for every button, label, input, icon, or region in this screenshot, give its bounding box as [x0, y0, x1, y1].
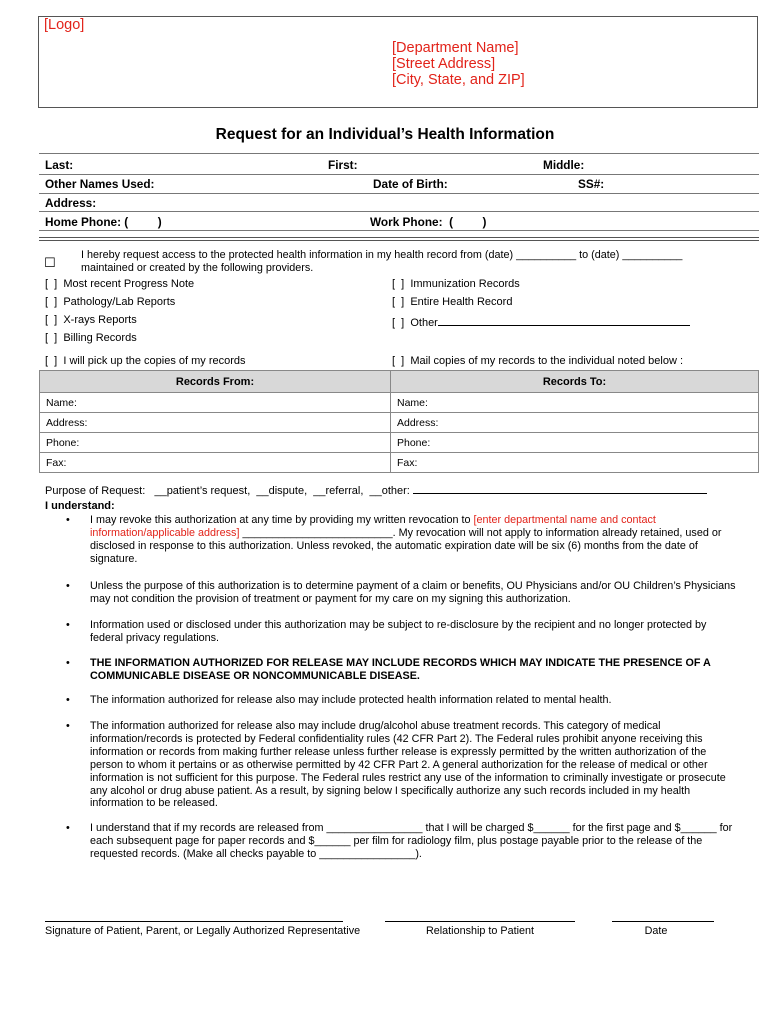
logo-placeholder: [Logo]	[44, 17, 85, 33]
revoke-text-cont: _________________________. My revocation will not apply to information already retained, used or disclosed in response to this authorization. Unless revoked, the automatic expiration date will be six (6) months from the date of signature.	[90, 526, 722, 565]
address-label: Address:	[45, 196, 97, 210]
signature-label: Signature of Patient, Parent, or Legally Authorized Representative	[45, 925, 361, 937]
option-immunization[interactable]: [ ] Immunization Records	[392, 278, 520, 290]
records-to-header: Records To:	[391, 371, 759, 393]
double-divider	[39, 237, 759, 241]
understand-item-revoke	[90, 514, 740, 566]
from-name-field[interactable]: Name:	[40, 393, 391, 413]
request-statement: I hereby request access to the protected health information in my health record from (date) __________ to (date) __________	[81, 249, 683, 261]
option-pathology[interactable]: [ ] Pathology/Lab Reports	[45, 296, 176, 308]
bullet-icon: •	[66, 619, 70, 631]
option-mail[interactable]: [ ] Mail copies of my records to the individual noted below :	[392, 355, 684, 367]
option-billing[interactable]: [ ] Billing Records	[45, 332, 137, 344]
bullet-icon: •	[66, 822, 70, 834]
divider	[39, 193, 759, 194]
request-statement-cont: maintained or created by the following providers.	[81, 262, 314, 274]
purpose-other-blank[interactable]	[413, 482, 707, 494]
last-name-label: Last:	[45, 158, 74, 172]
date-label: Date	[644, 925, 668, 937]
home-phone-label: Home Phone: ( )	[45, 215, 162, 229]
option-xrays[interactable]: [ ] X-rays Reports	[45, 314, 137, 326]
bullet-icon: •	[66, 694, 70, 706]
table-row	[40, 433, 759, 453]
bullet-icon: •	[66, 580, 70, 592]
relationship-label: Relationship to Patient	[425, 925, 535, 937]
option-entire-record[interactable]: [ ] Entire Health Record	[392, 296, 513, 308]
to-name-field[interactable]: Name:	[391, 393, 759, 413]
understand-item-drug-alcohol: The information authorized for release also may include drug/alcohol abuse treatment records. This category of medical information/records is protected by Federal confidentiality rules (42 CFR Part 2). The Federal rules prohibit anyone receiving this information or records from making further release unless further release is expressly permitted by the written authorization of the person to whom it pertains or as otherwise permitted by 42 CFR Part 2. A general authorization for the release of medical or other information is not sufficient for this purpose. The Federal rules restrict any use of the information to criminally investigate or prosecute any alcohol or drug abuse patient. As a result, by signing below I specifically authorize any such records included in my health information to be released.	[90, 720, 726, 810]
to-address-field[interactable]: Address:	[391, 413, 759, 433]
first-name-label: First:	[328, 158, 358, 172]
street-address: [Street Address]	[392, 56, 496, 72]
to-fax-field[interactable]: Fax:	[391, 453, 759, 473]
form-title: Request for an Individual’s Health Information	[215, 126, 555, 143]
understand-item-mental-health: The information authorized for release also may include protected health information related to mental health.	[90, 694, 612, 706]
to-phone-field[interactable]: Phone:	[391, 433, 759, 453]
ssn-label: SS#:	[578, 177, 605, 191]
signature-line[interactable]	[45, 921, 343, 922]
divider	[39, 174, 759, 175]
department-name: [Department Name]	[392, 40, 519, 56]
understand-heading: I understand:	[45, 500, 115, 512]
option-pickup[interactable]: [ ] I will pick up the copies of my records	[45, 355, 246, 367]
understand-item-disease: THE INFORMATION AUTHORIZED FOR RELEASE MAY INCLUDE RECORDS WHICH MAY INDICATE THE PRESENCE OF A COMMUNICABLE DISEASE OR NONCOMMUNICABLE DISEASE.	[90, 657, 711, 682]
records-table	[39, 370, 759, 473]
bullet-icon: •	[66, 720, 70, 732]
from-address-field[interactable]: Address:	[40, 413, 391, 433]
option-other-label: [ ] Other	[392, 317, 438, 329]
understand-item-payment: Unless the purpose of this authorization is to determine payment of a claim or benefits, OU Physicians and/or OU Children’s Physicians may not condition the provision of treatment or payment for my care on my signing this authorization.	[90, 580, 736, 605]
from-phone-field[interactable]: Phone:	[40, 433, 391, 453]
option-progress-note[interactable]: [ ] Most recent Progress Note	[45, 278, 195, 290]
work-phone-label: Work Phone: ( )	[370, 215, 487, 229]
table-row	[40, 453, 759, 473]
other-names-label: Other Names Used:	[45, 177, 155, 191]
purpose-of-request	[45, 482, 707, 497]
revoke-text: I may revoke this authorization at any time by providing my written revocation to	[90, 514, 474, 526]
dob-label: Date of Birth:	[373, 177, 448, 191]
from-fax-field[interactable]: Fax:	[40, 453, 391, 473]
understand-item-charges: I understand that if my records are released from ________________ that I will be charged $______ for the first page and $______ for each subsequent page for paper records and $______ per film for radiology film, plus postage payable prior to the release of the requested records. (Make all checks payable to ________________).	[90, 822, 733, 860]
purpose-label: Purpose of Request: __patient’s request, __dispute, __referral, __other:	[45, 485, 410, 497]
understand-item-redisclosure: Information used or disclosed under this authorization may be subject to re-disclosure by the recipient and no longer protected by federal privacy regulations.	[90, 619, 707, 644]
other-blank[interactable]	[438, 314, 690, 326]
divider	[39, 230, 759, 231]
option-other[interactable]	[392, 314, 690, 329]
records-from-header: Records From:	[40, 371, 391, 393]
revoke-contact-placeholder: [enter departmental name and contact information/applicable address]	[90, 514, 656, 539]
request-checkbox[interactable]: ☐	[44, 255, 56, 270]
divider	[39, 153, 759, 154]
bullet-icon: •	[66, 514, 70, 526]
middle-name-label: Middle:	[543, 158, 585, 172]
city-state-zip: [City, State, and ZIP]	[392, 72, 525, 88]
relationship-line[interactable]	[385, 921, 575, 922]
date-line[interactable]	[612, 921, 714, 922]
bullet-icon: •	[66, 657, 70, 669]
table-row	[40, 413, 759, 433]
divider	[39, 211, 759, 212]
table-row	[40, 393, 759, 413]
table-header-row	[40, 371, 759, 393]
